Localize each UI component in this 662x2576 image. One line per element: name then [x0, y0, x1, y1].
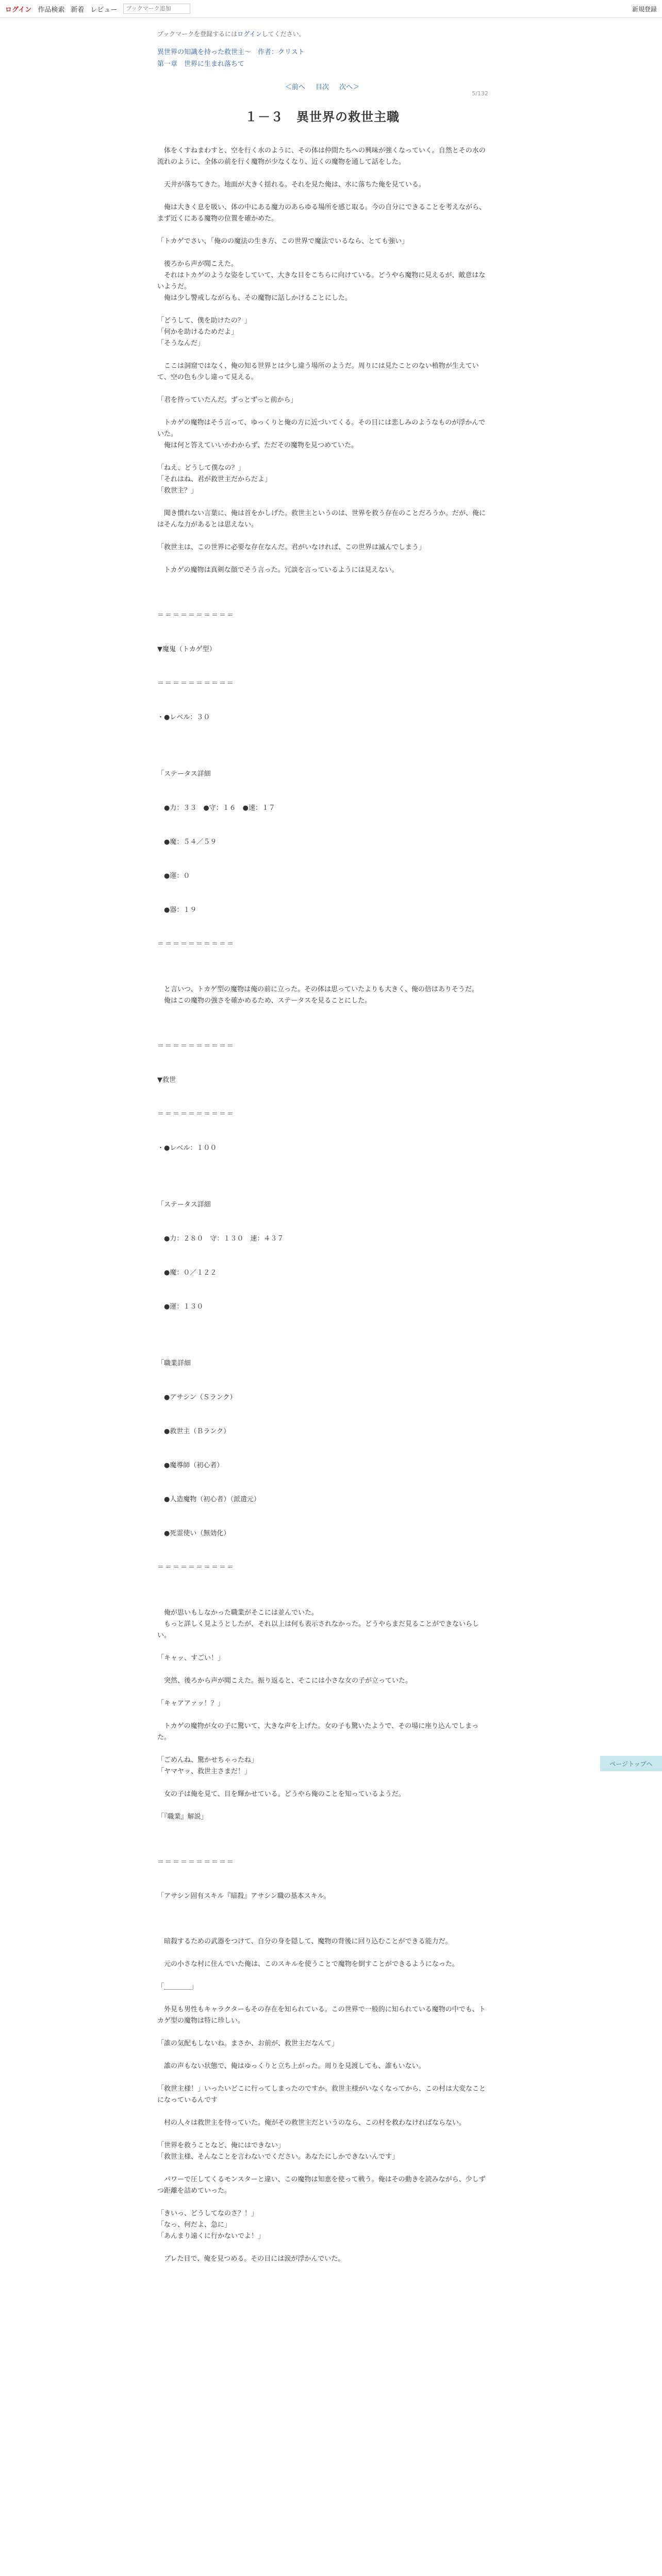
prev-link[interactable]: ＜前へ [285, 83, 305, 91]
paragraph: 村の人々は救世主を待っていた。俺がその救世主だというのなら、この村を救わなければならない。 [157, 2119, 466, 2127]
status-level: ・●レベル：３０ [157, 714, 210, 721]
author-name[interactable]: 作者：クリスト [258, 48, 305, 56]
series-name[interactable]: 異世界の知識を持った救世主〜 [157, 48, 252, 56]
paragraph: 突然、後ろから声が聞こえた。振り返ると、そこには小さな女の子が立っていた。 [157, 1677, 412, 1685]
paragraph: と言いつ、トカゲ型の魔物は俺の前に立った。その体は思っていたよりも大きく、俺の倍はありそうだ。 俺はこの魔物の強さを確かめるため、ステータスを見ることにした。 [164, 986, 478, 1005]
skill-row: ●アサシン（Ｓランク） [157, 1394, 237, 1401]
status-block [157, 1834, 487, 1925]
pager [157, 81, 487, 91]
paragraph: 「＿＿＿＿」 [157, 1983, 198, 1991]
status-name: ▼救世 [157, 1076, 176, 1084]
chapter-title: 第一章 世界に生まれ落ちて [157, 60, 244, 68]
paragraph: 「世界を救うことなど、俺にはできない」 「救世主様、そんなことを言わないでください。あなたにしかできないんです」 [157, 2142, 399, 2161]
paragraph: パワーで圧してくるモンスターと違い、この魔物は知恵を使って戦う。俺はその動きを読みながら、少しずつ距離を詰めていった。 [157, 2176, 486, 2195]
status-heading: 「ステータス詳細 [157, 1201, 211, 1209]
separator: ＝＝＝＝＝＝＝＝＝＝ [157, 680, 235, 687]
paragraph: ここは洞窟ではなく、俺の知る世界とは少し違う場所のようだ。周りには見たことのない植物が生えていて、空の色も少し違って見える。 [157, 362, 479, 381]
paragraph: 聞き慣れない言葉に、俺は首をかしげた。救世主というのは、世界を救う存在のことだろうか。だが、俺にはそんな力があるとは思えない。 [157, 510, 486, 529]
paragraph: 俺は大きく息を吸い、体の中にある魔力のあらゆる場所を感じ取る。今の自分にできることを考えながら、まず近くにある魔物の位置を確かめた。 [157, 204, 486, 223]
status-row: ●魔：５４／５９ [157, 838, 217, 846]
paragraph: 女の子は俺を見て、目を輝かせている。どうやら俺のことを知っているようだ。 [157, 1790, 405, 1798]
page-number: 5/132 [472, 90, 488, 97]
notice-suffix: してください。 [261, 30, 305, 38]
status-row: ●運：１３０ [157, 1303, 204, 1311]
status-block [157, 1018, 487, 1596]
separator: ＝＝＝＝＝＝＝＝＝＝ [157, 1858, 235, 1866]
paragraph: 「どうして、僕を助けたの？」 「何かを助けるためだよ」 「そうなんだ」 [157, 317, 251, 347]
nav-new[interactable]: 新着 [71, 6, 85, 14]
novel-content [157, 29, 487, 2265]
nav-review[interactable]: レビュー [90, 6, 118, 14]
paragraph: 「キャアアァッ！？」 [157, 1700, 224, 1707]
status-block [157, 587, 487, 973]
paragraph: トカゲの魔物が女の子に驚いて、大きな声を上げた。女の子も驚いたようで、その場に座り込んでしまった。 [157, 1722, 479, 1741]
paragraph: 後ろから声が聞こえた。 それはトカゲのような姿をしていて、大きな目をこちらに向けている。どうやら魔物に見えるが、敵意はないようだ。 俺は少し警戒しながらも、その魔物に話しかけることにした。 [157, 260, 486, 302]
separator: ＝＝＝＝＝＝＝＝＝＝ [157, 1564, 235, 1571]
paragraph: 外見も男性もキャラクターもその存在を知られている。この世界で一般的に知られている魔物の中でも、トカゲ型の魔物は特に珍しい。 [157, 2006, 486, 2025]
paragraph: 「『職業』解説」 [157, 1813, 208, 1821]
separator: ＝＝＝＝＝＝＝＝＝＝ [157, 1042, 235, 1050]
skill-row: ●魔導師（初心者） [157, 1462, 224, 1469]
status-row: ●魔：０／１２２ [157, 1269, 217, 1277]
skills-heading: 「職業詳細 [157, 1360, 191, 1367]
paragraph: トカゲの魔物は真剣な顔でそう言った。冗談を言っているようには見えない。 [157, 566, 399, 574]
login-link[interactable]: ログイン [5, 6, 32, 14]
top-bar [0, 0, 662, 18]
separator: ＝＝＝＝＝＝＝＝＝＝ [157, 940, 235, 948]
index-link[interactable]: 目次 [315, 83, 329, 91]
status-row: ●力：３３ ●守：１６ ●速：１７ [157, 804, 276, 812]
paragraph: 元の小さな村に住んでいた俺は、このスキルを使うことで魔物を倒すことができるようになった。 [157, 1960, 459, 1968]
bookmark-input[interactable] [123, 4, 190, 14]
paragraph: 「きいっ、どうしてなのさ？！」 「なっ、何だよ、急に」 「あんまり遠くに行かないでよ！」 [157, 2210, 265, 2240]
separator: ＝＝＝＝＝＝＝＝＝＝ [157, 1110, 235, 1118]
episode-body [157, 145, 487, 2265]
status-level: ・●レベル：１００ [157, 1144, 217, 1152]
next-link[interactable]: 次へ＞ [339, 83, 360, 91]
paragraph: 誰の声もない状態で、俺はゆっくりと立ち上がった。周りを見渡しても、誰もいない。 [157, 2062, 425, 2070]
paragraph: 「キャッ、すごい！」 [157, 1654, 225, 1662]
skill-row: ●人造魔物（初心者）（派遣元） [157, 1496, 260, 1503]
status-row: ●運：０ [157, 872, 190, 880]
paragraph: 体をくすねまわすと、空を行く水のように、その体は仲間たちへの興味が強くなっていく。自然とその水の流れのように、全体の前を行く魔物が少なくなり、近くの魔物を通して話をした。 [157, 147, 486, 166]
paragraph: 「ごめんね、驚かせちゃったね」 「ヤマヤッ、救世主さまだ！」 [157, 1756, 258, 1775]
notice-text: ブックマークを登録するには [157, 30, 238, 38]
paragraph: 「君を待っていたんだ。ずっとずっと前から」 [157, 396, 297, 404]
status-row: ●力：２８０ 守：１３０ 速：４３７ [157, 1235, 284, 1243]
separator: ＝＝＝＝＝＝＝＝＝＝ [157, 612, 235, 619]
paragraph: 「救世主は、この世界に必要な存在なんだ。君がいなければ、この世界は滅んでしまう」 [157, 544, 426, 551]
paragraph: 天井が落ちてきた。地面が大きく揺れる。それを見た俺は、水に落ちた俺を見ている。 [157, 181, 425, 189]
page-top-button[interactable]: ページトップへ [600, 1756, 662, 1771]
paragraph: 「誰の気配もしないね。まさか、お前が、救世主だなんて」 [157, 2040, 339, 2047]
paragraph: 「トカゲでさい、「俺のの魔法の生き方、この世界で魔法でいるなら、とても強い」 [157, 238, 409, 245]
register-link[interactable]: 新規登録 [632, 5, 657, 13]
status-heading: 「ステータス詳細 [157, 770, 211, 778]
paragraph: 「救世主様！」いったいどこに行ってしまったのですか。救世主様がいなくなってから、この村は大変なことになっているんです [157, 2085, 486, 2104]
nav-search[interactable]: 作品検索 [38, 6, 65, 14]
bookmark-notice [157, 29, 487, 38]
paragraph: 俺が思いもしなかった職業がそこには並んでいた。 もっと詳しく見ようとしたが、それ以上は何も表示されなかった。どうやらまだ見ることができないらしい。 [157, 1609, 479, 1639]
status-row: ●器：１９ [157, 906, 197, 914]
series-title[interactable] [157, 46, 487, 56]
paragraph: トカゲの魔物はそう言って、ゆっくりと俺の方に近づいてくる。その目には悲しみのようなものが浮かんでいた。 俺は何と答えていいかわからず、ただその魔物を見つめていた。 [157, 419, 486, 449]
status-line: 「アサシン固有スキル『暗殺』アサシン職の基本スキル。 [157, 1892, 330, 1900]
paragraph: ブレた目で、俺を見つめる。その目には涙が浮かんでいた。 [157, 2255, 345, 2263]
skill-row: ●救世主（Ｂランク） [157, 1428, 230, 1435]
episode-title: １－３ 異世界の救世主職 [245, 110, 400, 124]
skill-row: ●死霊使い（無効化） [157, 1530, 230, 1537]
paragraph: 「ねえ、どうして僕なの？」 「それはね、君が救世主だからだよ」 「救世主？」 [157, 464, 272, 495]
status-name: ▼魔鬼（トカゲ型） [157, 646, 216, 653]
paragraph: 暗殺するための武器をつけて、自分の身を隠して、魔物の背後に回り込むことができる能力だ。 [157, 1938, 452, 1945]
notice-login-link[interactable]: ログイン [237, 30, 262, 38]
